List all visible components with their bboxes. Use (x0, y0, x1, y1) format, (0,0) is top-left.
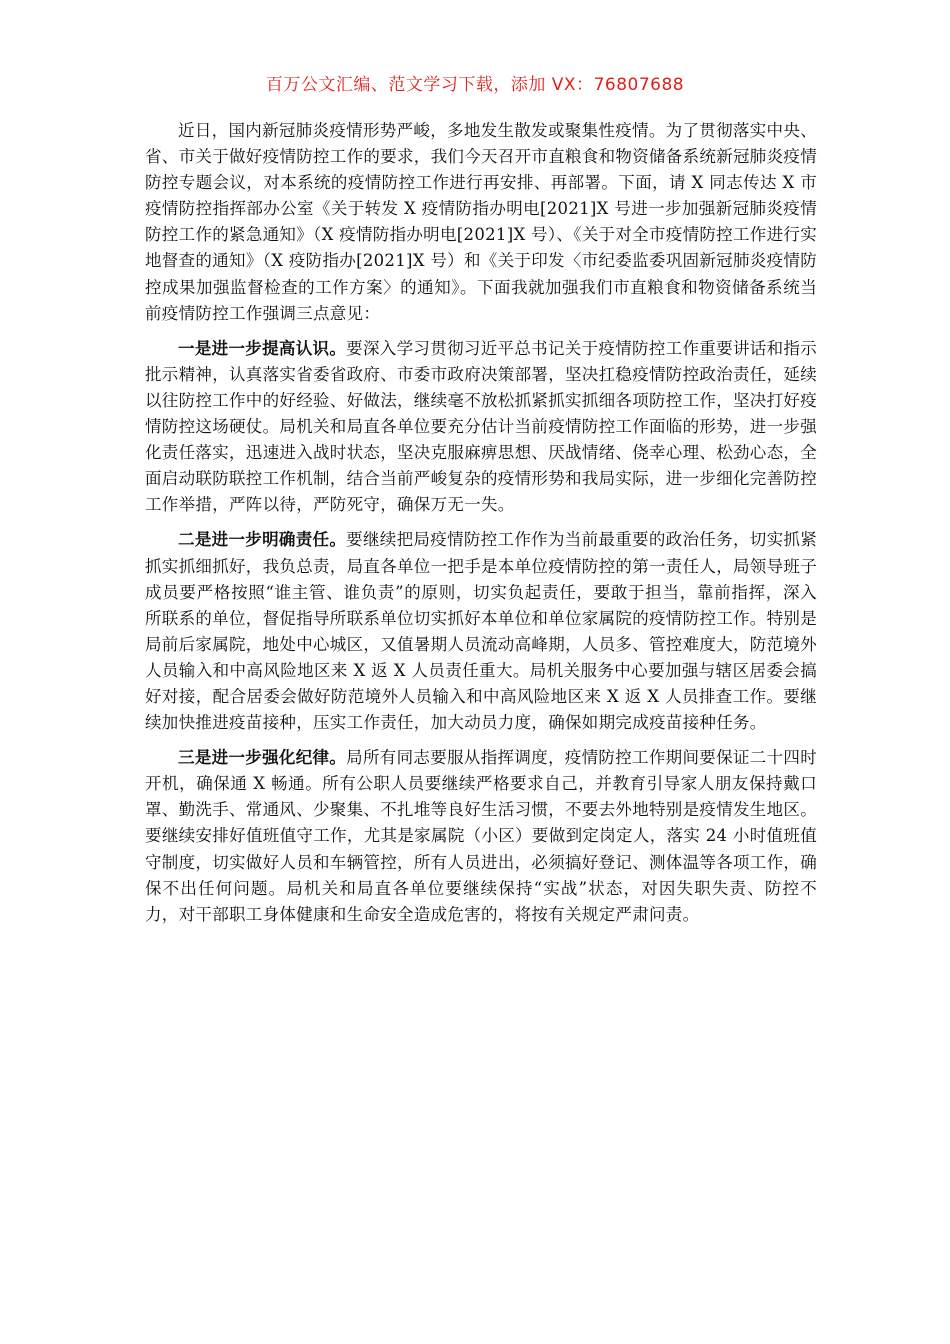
paragraph-point-one (145, 336, 817, 519)
document-body (145, 118, 817, 937)
paragraph-text: 要深入学习贯彻习近平总书记关于疫情防控工作重要讲话和指示批示精神，认真落实省委省政府、市委市政府决策部署，坚决扛稳疫情防控政治责任，延续以往防控工作中的好经验、好做法，继续毫不放松抓紧抓实抓细各项防控工作，坚决打好疫情防控这场硬仗。局机关和局直各单位要充分估计当前疫情防控工作面临的形势，进一步强化责任落实，迅速进入战时状态，坚决克服麻痹思想、厌战情绪、侥幸心理、松劲心态，全面启动联防联控工作机制，结合当前严峻复杂的疫情形势和我局实际，进一步细化完善防控工作举措，严阵以待，严防死守，确保万无一失。 (145, 338, 818, 515)
paragraph-intro (145, 118, 817, 327)
paragraph-point-three (145, 745, 817, 928)
paragraph-lead: 三是进一步强化纪律。 (178, 748, 347, 768)
paragraph-lead: 二是进一步明确责任。 (178, 530, 347, 550)
paragraph-lead: 一是进一步提高认识。 (178, 338, 347, 358)
paragraph-point-two (145, 527, 817, 736)
paragraph-text: 要继续把局疫情防控工作作为当前最重要的政治任务，切实抓紧抓实抓细抓好，我负总责，局直各单位一把手是本单位疫情防控的第一责任人，局领导班子成员要严格按照“谁主管、谁负责”的原则，切实负起责任，要敢于担当，靠前指挥，深入所联系的单位，督促指导所联系单位切实抓好本单位和单位家属院的疫情防控工作。特别是局前后家属院，地处中心城区，又值暑期人员流动高峰期，人员多、管控难度大，防范境外人员输入和中高风险地区来 X 返 X 人员责任重大。局机关服务中心要加强与辖区居委会搞好对接，配合居委会做好防范境外人员输入和中高风险地区来 X 返 X 人员排查工作。要继续加快推进疫苗接种，压实工作责任，加大动员力度，确保如期完成疫苗接种任务。 (145, 530, 818, 733)
header-watermark-note: 百万公文汇编、范文学习下载，添加 VX：76807688 (265, 75, 685, 95)
paragraph-text: 近日，国内新冠肺炎疫情形势严峻，多地发生散发或聚集性疫情。为了贯彻落实中央、省、市关于做好疫情防控工作的要求，我们今天召开市直粮食和物资储备系统新冠肺炎疫情防控专题会议，对本系统的疫情防控工作进行再安排、再部署。下面，请 X 同志传达 X 市疫情防控指挥部办公室《关于转发 X 疫情防指办明电[2021]X 号进一步加强新冠肺炎疫情防控工作的紧急通知》（X 疫情防指办明电[2021]X 号）、《关于对全市疫情防控工作进行实地督查的通知》（X 疫防指办[2021]X 号）和《关于印发〈市纪委监委巩固新冠肺炎疫情防控成果加强监督检查的工作方案〉的通知》。下面我就加强我们市直粮食和物资储备系统当前疫情防控工作强调三点意见： (145, 121, 817, 323)
paragraph-text: 局所有同志要服从指挥调度，疫情防控工作期间要保证二十四时开机，确保通 X 畅通。所有公职人员要继续严格要求自己，并教育引导家人朋友保持戴口罩、勤洗手、常通风、少聚集、不扎堆等良好生活习惯，不要去外地特别是疫情发生地区。要继续安排好值班值守工作，尤其是家属院（小区）要做到定岗定人，落实 24 小时值班值守制度，切实做好人员和车辆管控，所有人员进出，必须搞好登记、测体温等各项工作，确保不出任何问题。局机关和局直各单位要继续保持“实战”状态，对因失职失责、防控不力，对干部职工身体健康和生命安全造成危害的，将按有关规定严肃问责。 (145, 748, 818, 924)
